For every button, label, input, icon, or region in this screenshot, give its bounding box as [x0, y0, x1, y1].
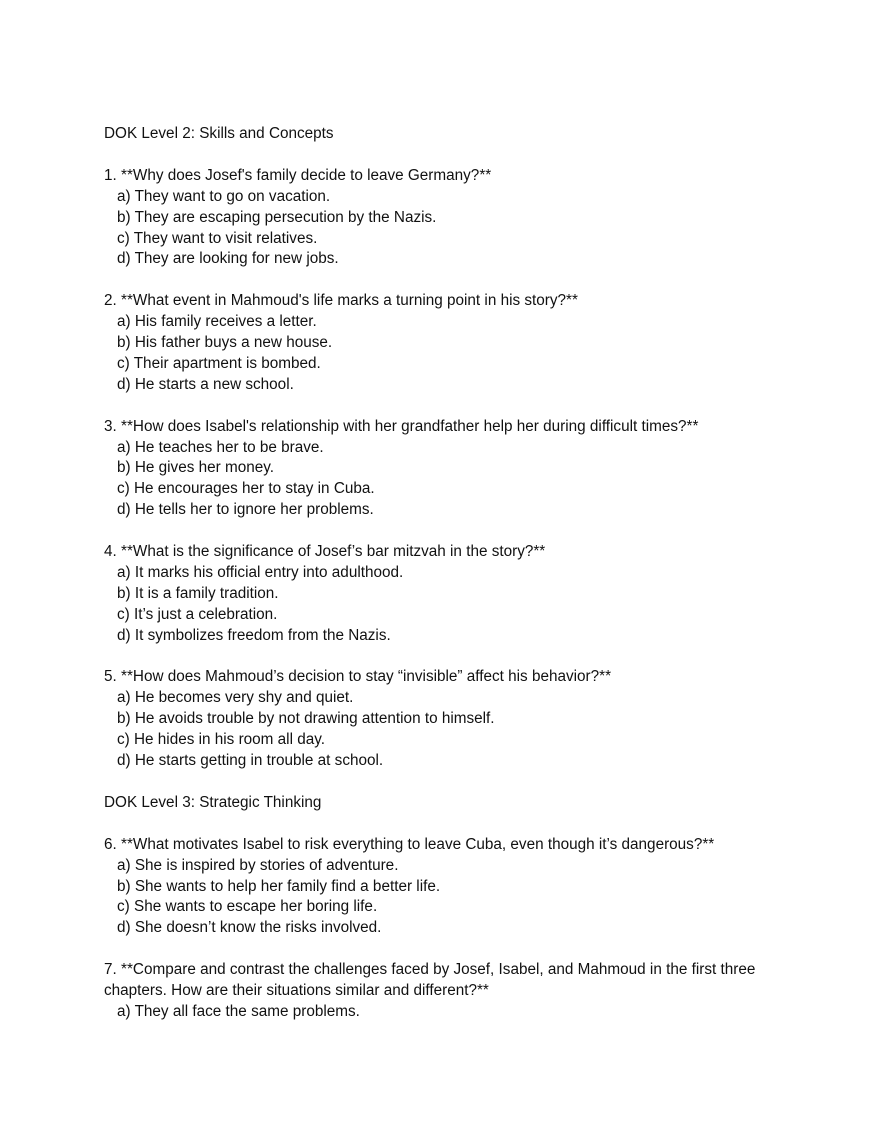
- section-heading: DOK Level 2: Skills and Concepts: [104, 125, 334, 142]
- answer-option: a) He becomes very shy and quiet.: [117, 689, 354, 707]
- answer-option: c) He encourages her to stay in Cuba.: [117, 480, 375, 498]
- answer-option: d) He starts a new school.: [117, 375, 294, 393]
- answer-options: [104, 563, 784, 647]
- answer-option: b) He avoids trouble by not drawing attention to himself.: [117, 710, 495, 728]
- section-dok-level-2: [104, 124, 784, 772]
- answer-option: a) He teaches her to be brave.: [117, 438, 324, 456]
- question-stem: 6. **What motivates Isabel to risk everything to leave Cuba, even though it’s dangerous?**: [104, 835, 715, 853]
- answer-options: [104, 856, 784, 940]
- answer-option: a) His family receives a letter.: [117, 313, 317, 331]
- answer-options: [104, 688, 784, 772]
- section-heading: DOK Level 3: Strategic Thinking: [104, 793, 322, 811]
- question-stem: 1. **Why does Josef's family decide to leave Germany?**: [104, 166, 492, 184]
- answer-option: d) It symbolizes freedom from the Nazis.: [117, 626, 391, 644]
- answer-option: c) Their apartment is bombed.: [117, 354, 321, 372]
- answer-option: d) He starts getting in trouble at school.: [117, 752, 384, 770]
- question-stem: 3. **How does Isabel's relationship with her grandfather help her during difficult times?**: [104, 417, 699, 435]
- answer-options: [104, 312, 784, 396]
- answer-option: b) His father buys a new house.: [117, 334, 333, 352]
- question-6: [104, 835, 784, 940]
- question-7: [104, 960, 784, 1023]
- question-stem: 2. **What event in Mahmoud's life marks a turning point in his story?**: [104, 292, 578, 310]
- answer-option: b) He gives her money.: [117, 459, 275, 477]
- document-content: [104, 124, 784, 1044]
- answer-option: b) They are escaping persecution by the Nazis.: [117, 208, 437, 226]
- question-1: [104, 166, 784, 271]
- answer-options: [104, 1002, 784, 1023]
- answer-options: [104, 438, 784, 522]
- answer-option: a) She is inspired by stories of adventure.: [117, 856, 399, 874]
- question-4: [104, 542, 784, 647]
- answer-options: [104, 187, 784, 271]
- question-stem: 7. **Compare and contrast the challenges faced by Josef, Isabel, and Mahmoud in the first three chapters. How are their situations similar and different?**: [104, 961, 756, 1000]
- answer-option: c) He hides in his room all day.: [117, 731, 326, 749]
- answer-option: a) They all face the same problems.: [117, 1002, 360, 1020]
- answer-option: b) It is a family tradition.: [117, 584, 279, 602]
- answer-option: d) He tells her to ignore her problems.: [117, 501, 374, 519]
- answer-option: a) They want to go on vacation.: [117, 187, 331, 205]
- answer-option: b) She wants to help her family find a better life.: [117, 877, 441, 895]
- answer-option: a) It marks his official entry into adulthood.: [117, 563, 404, 581]
- question-stem: 4. **What is the significance of Josef’s bar mitzvah in the story?**: [104, 543, 546, 561]
- answer-option: d) She doesn’t know the risks involved.: [117, 919, 382, 937]
- answer-option: c) It’s just a celebration.: [117, 605, 278, 623]
- answer-option: c) They want to visit relatives.: [117, 229, 318, 247]
- question-stem: 5. **How does Mahmoud’s decision to stay “invisible” affect his behavior?**: [104, 668, 612, 686]
- answer-option: d) They are looking for new jobs.: [117, 250, 339, 268]
- question-3: [104, 417, 784, 522]
- question-2: [104, 291, 784, 396]
- section-dok-level-3: [104, 793, 784, 1023]
- question-5: [104, 667, 784, 772]
- answer-option: c) She wants to escape her boring life.: [117, 898, 378, 916]
